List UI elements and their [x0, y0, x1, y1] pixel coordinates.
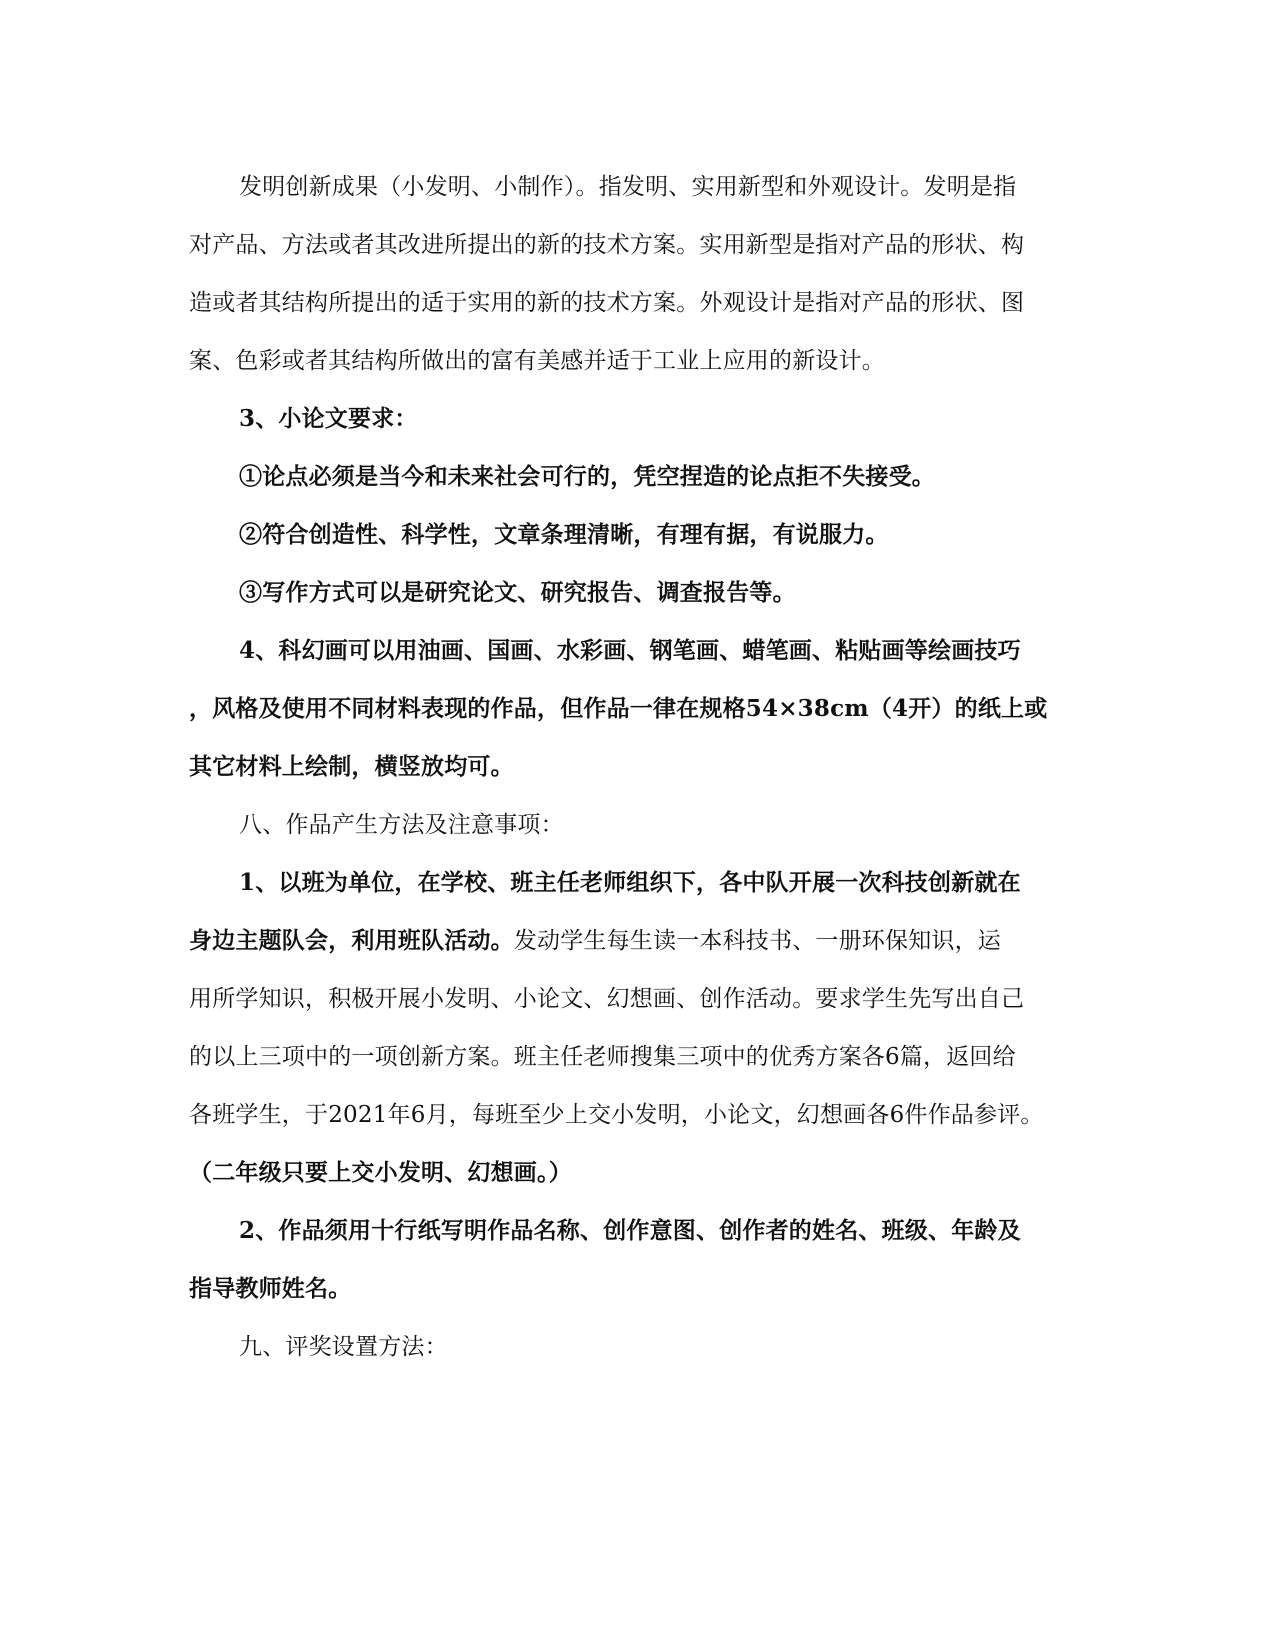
text-line: 案、色彩或者其结构所做出的富有美感并适于工业上应用的新设计。 [189, 348, 885, 374]
document-body [189, 158, 1089, 1376]
bold-run: 身边主题队会，利用班队活动。 [189, 927, 514, 954]
paragraph-sci-fi-painting [189, 622, 1089, 796]
list-item: ③写作方式可以是研究论文、研究报告、调查报告等。 [239, 579, 796, 606]
paragraph-essay-requirements-heading [189, 390, 1089, 448]
text-line: 指导教师姓名。 [189, 1275, 352, 1302]
text-line: 2、作品须用十行纸写明作品名称、创作意图、创作者的姓名、班级、年龄及 [239, 1217, 1021, 1244]
paragraph-section-eight-heading [189, 796, 1089, 854]
text-line: 的以上三项中的一项创新方案。班主任老师搜集三项中的优秀方案各6篇，返回给 [189, 1044, 1016, 1070]
list-item: ①论点必须是当今和未来社会可行的，凭空捏造的论点拒不失接受。 [239, 463, 935, 490]
text-line: 各班学生，于2021年6月，每班至少上交小发明，小论文，幻想画各6件作品参评。 [189, 1102, 1044, 1128]
text-line: 造或者其结构所提出的适于实用的新的技术方案。外观设计是指对产品的形状、图 [189, 290, 1025, 316]
normal-run: 发动学生每生读一本科技书、一册环保知识，运 [513, 928, 1002, 954]
text-line: 1、以班为单位，在学校、班主任老师组织下，各中队开展一次科技创新就在 [239, 869, 1021, 896]
text-line: 发明创新成果（小发明、小制作）。指发明、实用新型和外观设计。发明是指 [239, 174, 1017, 200]
paragraph-production-step-2 [189, 1202, 1089, 1318]
text-line: 4、科幻画可以用油画、国画、水彩画、钢笔画、蜡笔画、粘贴画等绘画技巧 [239, 637, 1021, 664]
paragraph-essay-req-3 [189, 564, 1089, 622]
paragraph-invention-definition [189, 158, 1089, 390]
section-heading: 九、评奖设置方法： [239, 1334, 448, 1360]
list-item: ②符合创造性、科学性，文章条理清晰，有理有据，有说服力。 [239, 521, 889, 548]
paragraph-essay-req-2 [189, 506, 1089, 564]
section-heading: 八、作品产生方法及注意事项： [239, 812, 564, 838]
text-line: ，风格及使用不同材料表现的作品，但作品一律在规格54×38cm（4开）的纸上或 [189, 695, 1048, 722]
paragraph-essay-req-1 [189, 448, 1089, 506]
paragraph-production-step-1 [189, 854, 1089, 1202]
text-line-mixed [189, 912, 1089, 970]
text-line: 对产品、方法或者其改进所提出的新的技术方案。实用新型是指对产品的形状、构 [189, 232, 1025, 258]
section-heading: 3、小论文要求： [239, 405, 418, 432]
text-line: （二年级只要上交小发明、幻想画。） [189, 1159, 572, 1186]
text-line: 其它材料上绘制，横竖放均可。 [189, 753, 514, 780]
text-line: 用所学知识，积极开展小发明、小论文、幻想画、创作活动。要求学生先写出自己 [189, 986, 1025, 1012]
paragraph-section-nine-heading [189, 1318, 1089, 1376]
